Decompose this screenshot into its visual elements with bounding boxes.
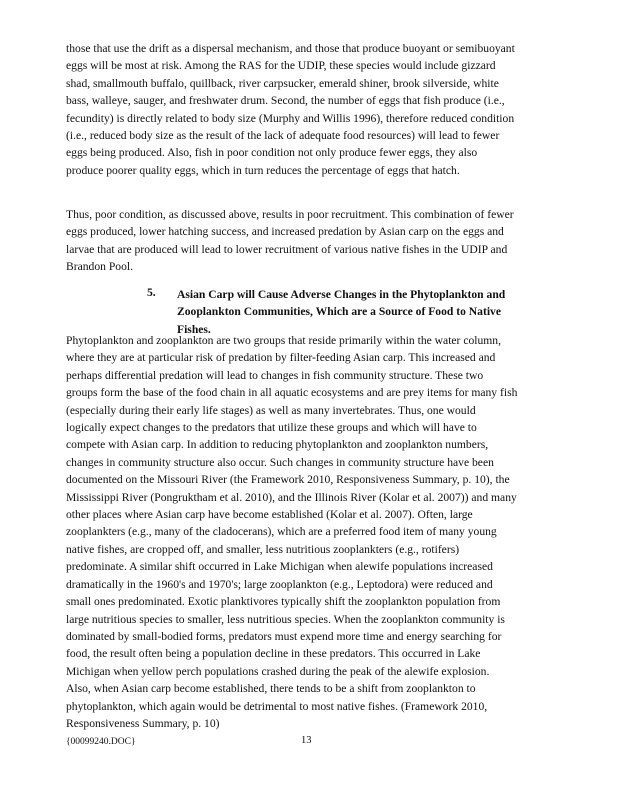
- text-line: other places where Asian carp have become established (Kolar et al. 2007). Often, large: [66, 508, 473, 522]
- text-line: bass, walleye, sauger, and freshwater drum. Second, the number of eggs that fish produce (i.e.,: [66, 94, 505, 108]
- text-line: native fishes, are cropped off, and smaller, less nutritious zooplankters (e.g., rotifers): [66, 542, 460, 556]
- paragraph-2: [66, 206, 554, 276]
- text-line: compete with Asian carp. In addition to reducing phytoplankton and zooplankton numbers,: [66, 438, 489, 452]
- text-line: eggs produced, lower hatching success, and increased predation by Asian carp on the eggs and: [66, 225, 504, 239]
- text-line: Brandon Pool.: [66, 260, 133, 274]
- text-line: shad, smallmouth buffalo, quillback, river carpsucker, emerald shiner, brook silverside, white: [66, 76, 499, 90]
- text-line: those that use the drift as a dispersal mechanism, and those that produce buoyant or semibuoyant: [66, 42, 515, 55]
- text-line: eggs will be most at risk. Among the RAS for the UDIP, these species would include gizzard: [66, 59, 496, 73]
- text-line: phytoplankton, which again would be detrimental to most native fishes. (Framework 2010,: [66, 699, 488, 713]
- text-line: Mississippi River (Pongruktham et al. 2010), and the Illinois River (Kolar et al. 2007)) and many: [66, 490, 517, 504]
- text-line: perhaps differential predation will lead to changes in fish community structure. These two: [66, 368, 484, 382]
- text-line: Responsiveness Summary, p. 10): [66, 716, 220, 730]
- text-line: Phytoplankton and zooplankton are two groups that reside primarily within the water column,: [66, 334, 501, 347]
- text-line: produce poorer quality eggs, which in turn reduces the percentage of eggs that hatch.: [66, 163, 460, 177]
- text-line: Also, when Asian carp become established, there tends to be a shift from zooplankton to: [66, 682, 476, 696]
- text-line: large nutritious species to smaller, less nutritious species. When the zooplankton community is: [66, 612, 505, 626]
- paragraph-1: [66, 40, 554, 179]
- text-line: logically expect changes to the predators that utilize these groups and which will have to: [66, 421, 477, 435]
- paragraph-3: [66, 332, 554, 732]
- text-line: predominate. A similar shift occurred in Lake Michigan when alewife populations increased: [66, 560, 493, 574]
- text-line: dramatically in the 1960's and 1970's; large zooplankton (e.g., Leptodora) were reduced and: [66, 577, 493, 591]
- heading-line: Fishes.: [177, 322, 211, 336]
- text-line: Thus, poor condition, as discussed above, results in poor recruitment. This combination of fewer: [66, 208, 514, 221]
- heading-line: Asian Carp will Cause Adverse Changes in the Phytoplankton and: [177, 288, 506, 301]
- heading-line: Zooplankton Communities, Which are a Source of Food to Native: [177, 305, 501, 319]
- text-line: zooplankters (e.g., many of the cladocerans), which are a preferred food item of many young: [66, 525, 497, 539]
- section-number: 5.: [147, 286, 156, 299]
- section-heading: [177, 286, 537, 338]
- page-number: 13: [301, 735, 312, 746]
- text-line: larvae that are produced will lead to lower recruitment of various native fishes in the UDIP and: [66, 242, 508, 256]
- text-line: (especially during their early life stages) as well as many invertebrates. Thus, one would: [66, 403, 476, 417]
- text-line: (i.e., reduced body size as the result of the lack of adequate food resources) will lead to fewer: [66, 129, 500, 143]
- text-line: changes in community structure also occur. Such changes in community structure have been: [66, 455, 494, 469]
- footer-document-id: {00099240.DOC}: [66, 737, 136, 747]
- text-line: groups form the base of the food chain in all aquatic ecosystems and are prey items for many fish: [66, 386, 518, 400]
- text-line: fecundity) is directly related to body size (Murphy and Willis 1996), therefore reduced condition: [66, 111, 515, 125]
- text-line: eggs being produced. Also, fish in poor condition not only produce fewer eggs, they also: [66, 146, 478, 160]
- text-line: Michigan when yellow perch populations crashed during the peak of the alewife explosion.: [66, 664, 490, 678]
- text-line: dominated by small-bodied forms, predators must expend more time and energy searching for: [66, 629, 502, 643]
- text-line: small ones predominated. Exotic planktivores typically shift the zooplankton population from: [66, 595, 501, 609]
- text-line: documented on the Missouri River (the Framework 2010, Responsiveness Summary, p. 10), the: [66, 473, 510, 487]
- text-line: where they are at particular risk of predation by filter-feeding Asian carp. This increased and: [66, 351, 496, 365]
- text-line: food, the result often being a population decline in these predators. This occurred in Lake: [66, 647, 481, 661]
